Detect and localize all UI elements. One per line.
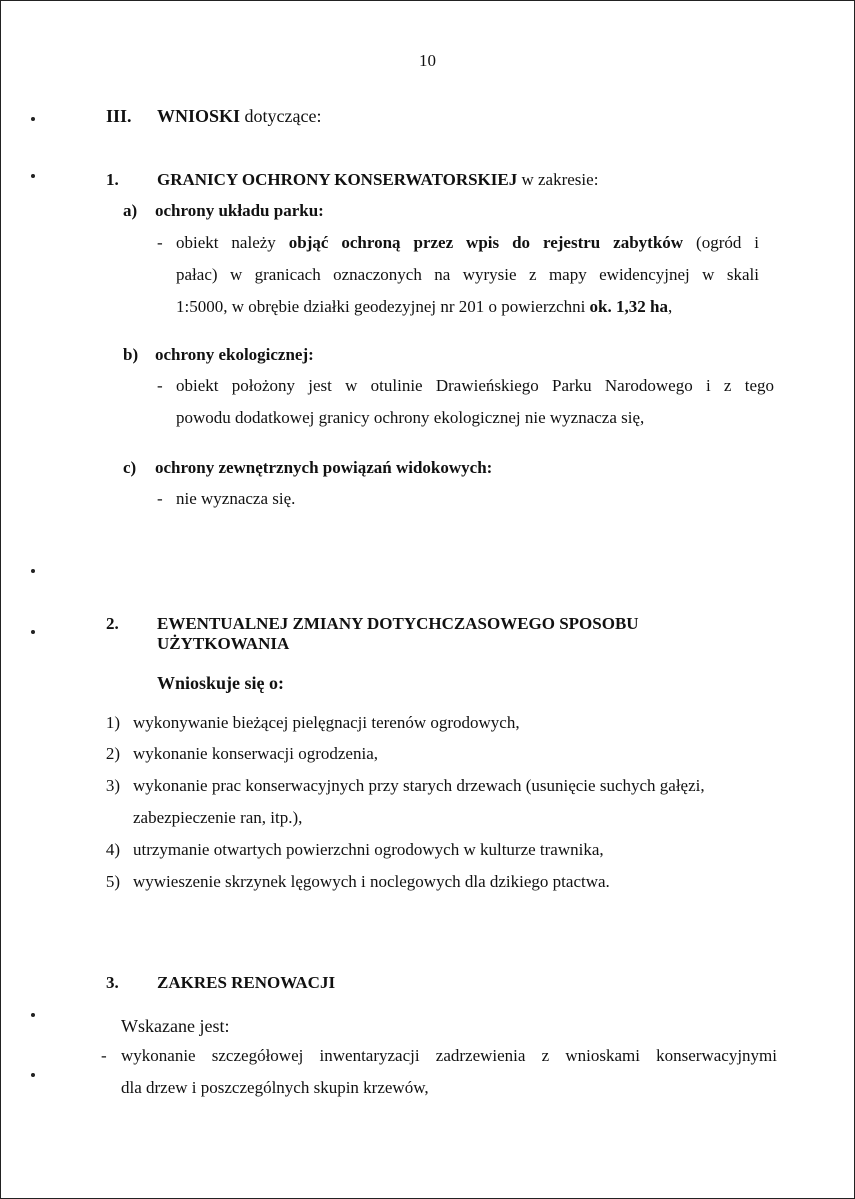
page-number: 10 <box>419 51 436 70</box>
item-title: ochrony ekologicznej: <box>155 345 314 364</box>
dash-bullet: - <box>101 1046 107 1065</box>
subsection-heading-rest: w zakresie: <box>521 170 599 189</box>
dash-bullet: - <box>157 376 163 395</box>
list-item-continuation: zabezpieczenie ran, itp.), <box>133 808 303 827</box>
paragraph-line <box>176 233 759 253</box>
list-number: 4) <box>105 840 120 859</box>
subsection-heading <box>157 170 598 190</box>
text-run: , <box>667 297 673 316</box>
text-run: obiekt należy <box>176 233 276 252</box>
section-number: III. <box>106 106 132 126</box>
list-item: wywieszenie skrzynek lęgowych i noclegowych dla dzikiego ptactwa. <box>133 872 610 891</box>
subsection-number: 1. <box>106 170 119 189</box>
list-item: wykonanie prac konserwacyjnych przy starych drzewach (usunięcie suchych gałęzi, <box>133 776 705 795</box>
section-heading-bold: WNIOSKI <box>157 106 241 126</box>
dash-bullet: - <box>157 233 163 252</box>
subsection-heading: UŻYTKOWANIA <box>157 634 290 653</box>
paragraph-line: wykonanie szczegółowej inwentaryzacji zadrzewienia z wnioskami konserwacyjnymi <box>121 1046 777 1065</box>
item-label: c) <box>123 458 137 477</box>
paragraph-line: powodu dodatkowej granicy ochrony ekologicznej nie wyznacza się, <box>176 408 645 427</box>
subsection-heading-bold: GRANICY OCHRONY KONSERWATORSKIEJ <box>157 170 518 189</box>
paragraph-line: obiekt położony jest w otulinie Drawieńskiego Parku Narodowego i z tego <box>176 376 774 395</box>
margin-speck <box>31 1073 35 1077</box>
list-item: utrzymanie otwartych powierzchni ogrodowych w kulturze trawnika, <box>133 840 604 859</box>
list-number: 2) <box>105 744 120 763</box>
text-run: (ogród i <box>696 233 760 252</box>
text-run-bold: objąć ochroną przez wpis do rejestru zabytków <box>288 233 684 252</box>
list-item: wykonywanie bieżącej pielęgnacji terenów ogrodowych, <box>133 713 520 732</box>
intro-text: Wskazane jest: <box>121 1016 230 1036</box>
text-run-bold: ok. 1,32 ha <box>589 297 668 316</box>
text-run: 1:5000, w obrębie działki geodezyjnej nr 201 o powierzchni <box>176 297 586 316</box>
margin-speck <box>31 174 35 178</box>
subsection-heading: ZAKRES RENOWACJI <box>157 973 336 992</box>
item-title: ochrony układu parku: <box>155 201 324 220</box>
subsection-number: 2. <box>106 614 119 633</box>
margin-speck <box>31 117 35 121</box>
section-heading <box>157 106 321 127</box>
paragraph-line: nie wyznacza się. <box>176 489 296 508</box>
subsection-heading: EWENTUALNEJ ZMIANY DOTYCHCZASOWEGO SPOSOBU <box>157 614 639 633</box>
margin-speck <box>31 630 35 634</box>
margin-speck <box>31 569 35 573</box>
list-item: wykonanie konserwacji ogrodzenia, <box>133 744 378 763</box>
dash-bullet: - <box>157 489 163 508</box>
item-title: ochrony zewnętrznych powiązań widokowych: <box>155 458 493 477</box>
margin-speck <box>31 1013 35 1017</box>
section-heading-rest: dotyczące: <box>244 106 322 126</box>
paragraph-line: dla drzew i poszczególnych skupin krzewów, <box>121 1078 429 1097</box>
item-label: b) <box>123 345 139 364</box>
item-label: a) <box>123 201 138 220</box>
list-number: 3) <box>105 776 120 795</box>
paragraph-line: pałac) w granicach oznaczonych na wyrysie z mapy ewidencyjnej w skali <box>176 265 759 284</box>
list-number: 5) <box>105 872 120 891</box>
paragraph-line <box>176 297 672 317</box>
list-number: 1) <box>105 713 120 732</box>
subsection-number: 3. <box>106 973 119 992</box>
intro-text: Wnioskuje się o: <box>157 673 285 693</box>
